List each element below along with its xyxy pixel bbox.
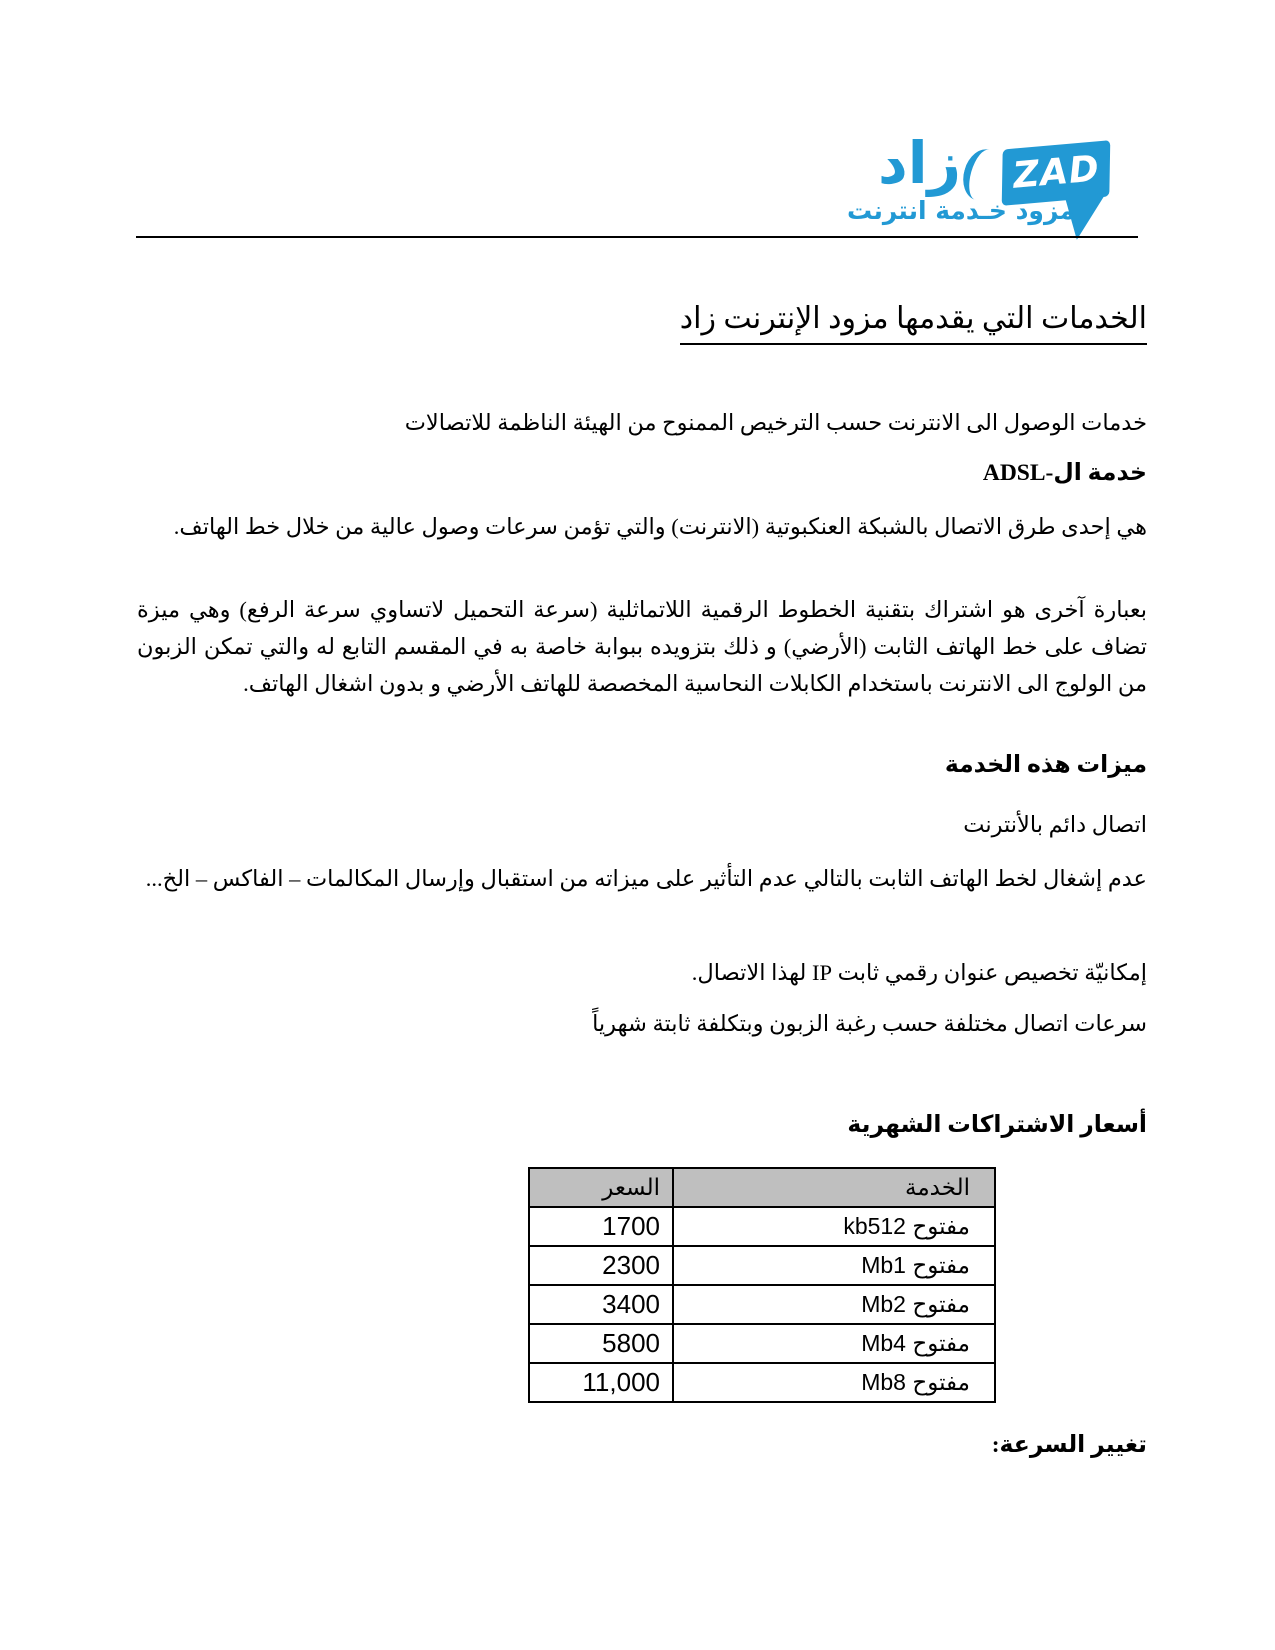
- zad-logo-arabic: زاد: [878, 129, 962, 197]
- price-table: [528, 1167, 996, 1403]
- table-header-row: [529, 1168, 995, 1207]
- intro-paragraph: خدمات الوصول الى الانترنت حسب الترخيص الممنوح من الهيئة الناظمة للاتصالات: [404, 410, 1147, 435]
- service-cell: مفتوح Mb4: [673, 1324, 995, 1363]
- service-cell: مفتوح kb512: [673, 1207, 995, 1246]
- adsl-heading: خدمة ال-ADSL: [982, 460, 1147, 486]
- feature-speeds: سرعات اتصال مختلفة حسب رغبة الزبون وبتكلفة ثابتة شهرياً: [592, 1011, 1147, 1036]
- price-column-header: السعر: [529, 1168, 673, 1207]
- service-cell: مفتوح Mb2: [673, 1285, 995, 1324]
- price-cell: 5800: [529, 1324, 673, 1363]
- zad-logo-latin: ZAD: [1010, 148, 1101, 197]
- feature-static-ip: إمكانيّة تخصيص عنوان رقمي ثابت IP لهذا الاتصال.: [691, 960, 1147, 985]
- features-heading: ميزات هذه الخدمة: [944, 752, 1147, 778]
- price-cell: 2300: [529, 1246, 673, 1285]
- table-row: [529, 1363, 995, 1402]
- price-cell: 11,000: [529, 1363, 673, 1402]
- feature-no-line-busy: عدم إشغال لخط الهاتف الثابت بالتالي عدم التأثير على ميزاته من استقبال وإرسال المكالمات – الفاكس – الخ...: [145, 866, 1147, 891]
- service-cell: مفتوح Mb8: [673, 1363, 995, 1402]
- price-table-container: [528, 1167, 996, 1403]
- table-row: [529, 1324, 995, 1363]
- quill-stroke-icon: [957, 145, 1001, 204]
- service-cell: مفتوح Mb1: [673, 1246, 995, 1285]
- header-divider: [136, 236, 1138, 238]
- table-row: [529, 1207, 995, 1246]
- logo-tagline: مزود خـدمة انترنت: [846, 196, 1075, 225]
- price-cell: 1700: [529, 1207, 673, 1246]
- adsl-paragraph-2: بعبارة آخرى هو اشتراك بتقنية الخطوط الرقمية اللاتماثلية (سرعة التحميل لاتساوي سرعة الرفع) وهي ميزة تضاف على خط الهاتف الثابت (الأرضي) و ذلك بتزويده ببوابة خاصة به في المقسم التابع له والتي تمكن الزبون من الولوج الى الانترنت باستخدام الكابلات النحاسية المخصصة للهاتف الأرضي و بدون اشغال الهاتف.: [137, 597, 1147, 696]
- speed-change-heading: تغيير السرعة:: [991, 1432, 1147, 1458]
- table-row: [529, 1285, 995, 1324]
- page-title: الخدمات التي يقدمها مزود الإنترنت زاد: [680, 300, 1147, 345]
- price-cell: 3400: [529, 1285, 673, 1324]
- feature-always-connected: اتصال دائم بالأنترنت: [963, 812, 1147, 837]
- price-table-body: [529, 1207, 995, 1402]
- prices-heading: أسعار الاشتراكات الشهرية: [847, 1112, 1147, 1138]
- service-column-header: الخدمة: [673, 1168, 995, 1207]
- table-row: [529, 1246, 995, 1285]
- adsl-paragraph-1: هي إحدى طرق الاتصال بالشبكة العنكبوتية (الانترنت) والتي تؤمن سرعات وصول عالية من خلال خط الهاتف.: [173, 514, 1147, 539]
